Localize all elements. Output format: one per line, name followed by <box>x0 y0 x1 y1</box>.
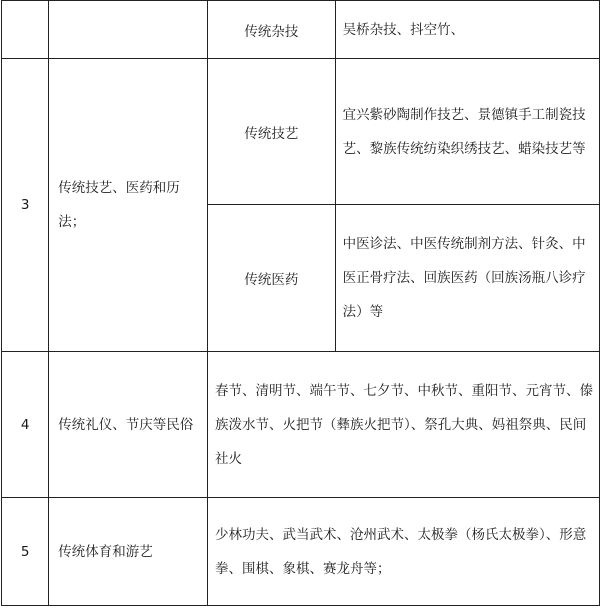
examples-cell: 吴桥杂技、抖空竹、 <box>335 1 599 59</box>
subtype-cell: 传统杂技 <box>208 1 336 59</box>
row-number-cell <box>2 1 49 59</box>
category-cell: 传统礼仪、节庆等民俗 <box>49 352 208 498</box>
examples-cell: 宜兴紫砂陶制作技艺、景德镇手工制瓷技艺、黎族传统纺染织绣技艺、蜡染技艺等 <box>335 59 599 205</box>
row-number-cell: 3 <box>2 59 49 352</box>
table-row <box>2 352 600 498</box>
table-row <box>2 59 600 205</box>
category-cell: 传统技艺、医药和历法； <box>49 59 208 352</box>
category-cell: 传统体育和游艺 <box>49 498 208 606</box>
heritage-table <box>1 0 600 606</box>
table-row <box>2 498 600 606</box>
row-number-cell: 5 <box>2 498 49 606</box>
table-row <box>2 1 600 59</box>
examples-cell: 少林功夫、武当武术、沧州武术、太极拳（杨氏太极拳）、形意拳、围棋、象棋、赛龙舟等； <box>208 498 600 606</box>
row-number-cell: 4 <box>2 352 49 498</box>
subtype-cell: 传统医药 <box>208 205 336 352</box>
examples-cell: 春节、清明节、端午节、七夕节、中秋节、重阳节、元宵节、傣族泼水节、火把节（彝族火把节）、祭孔大典、妈祖祭典、民间社火 <box>208 352 600 498</box>
examples-cell: 中医诊法、中医传统制剂方法、针灸、中医正骨疗法、回族医药（回族汤瓶八诊疗法）等 <box>335 205 599 352</box>
category-cell <box>49 1 208 59</box>
subtype-cell: 传统技艺 <box>208 59 336 205</box>
